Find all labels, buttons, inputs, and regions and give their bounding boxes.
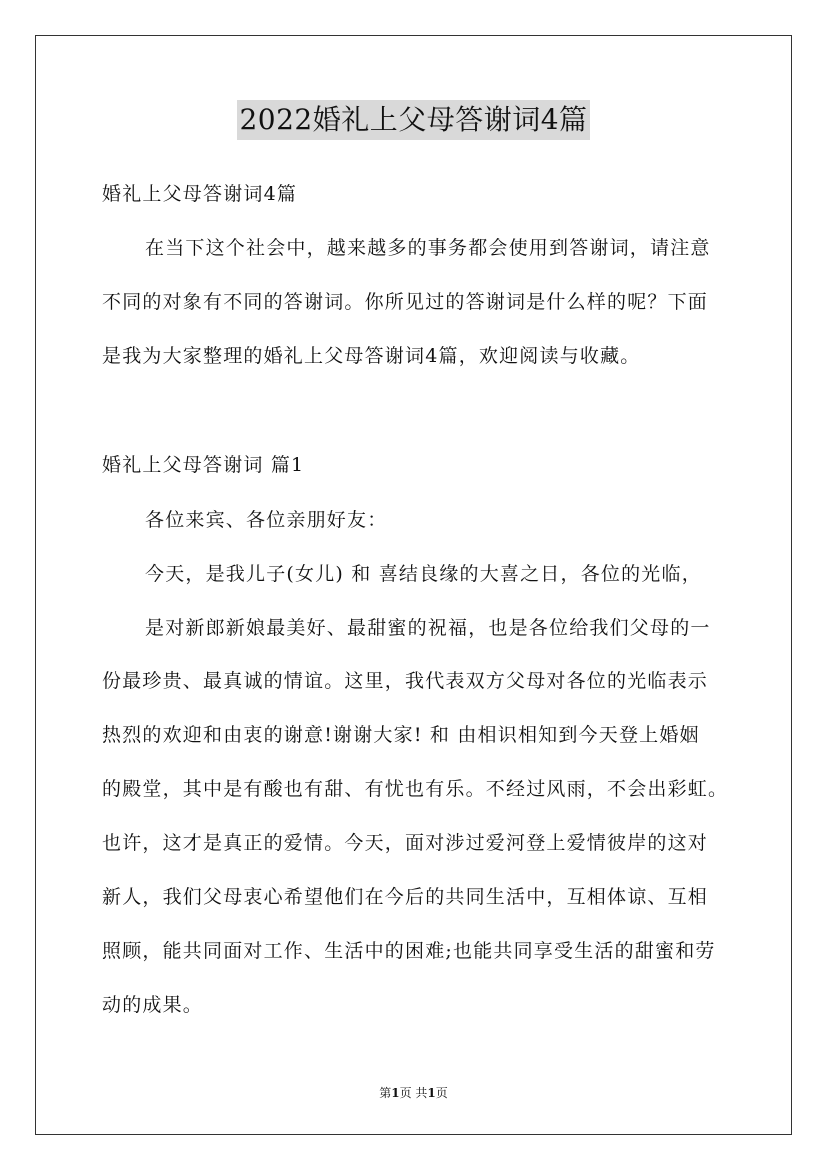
title-area xyxy=(0,100,827,140)
paragraph-line: 的殿堂，其中是有酸也有甜、有忧也有乐。不经过风雨，不会出彩虹。 xyxy=(102,778,729,800)
paragraph-line: 各位来宾、各位亲朋好友： xyxy=(145,509,388,531)
paragraph-line: 是对新郎新娘最美好、最甜蜜的祝福，也是各位给我们父母的一 xyxy=(145,617,711,639)
paragraph-line: 动的成果。 xyxy=(102,994,204,1016)
paragraph-line: 也许，这才是真正的爱情。今天，面对涉过爱河登上爱情彼岸的这对 xyxy=(102,832,709,854)
footer-prefix: 第 xyxy=(379,1086,392,1100)
paragraph-line: 热烈的欢迎和由衷的谢意!谢谢大家! 和 由相识相知到今天登上婚姻 xyxy=(102,724,700,746)
page-footer xyxy=(0,1085,827,1101)
footer-page-total: 1 xyxy=(427,1086,436,1100)
footer-page-number: 1 xyxy=(391,1086,400,1100)
intro-heading: 婚礼上父母答谢词4篇 xyxy=(102,183,298,205)
paragraph-line: 今天，是我儿子(女儿) 和 喜结良缘的大喜之日，各位的光临， xyxy=(145,563,702,585)
footer-suffix: 页 xyxy=(435,1086,448,1100)
section-heading: 婚礼上父母答谢词 篇1 xyxy=(102,454,305,476)
paragraph-line: 照顾，能共同面对工作、生活中的困难;也能共同享受生活的甜蜜和劳 xyxy=(102,940,716,962)
paragraph-line: 份最珍贵、最真诚的情谊。这里，我代表双方父母对各位的光临表示 xyxy=(102,670,709,692)
paragraph-line: 不同的对象有不同的答谢词。你所见过的答谢词是什么样的呢？下面 xyxy=(102,291,709,313)
footer-mid: 页 共 xyxy=(399,1086,428,1100)
paragraph-line: 在当下这个社会中，越来越多的事务都会使用到答谢词，请注意 xyxy=(145,237,711,259)
document-title: 2022婚礼上父母答谢词4篇 xyxy=(237,100,589,140)
paragraph-line: 新人，我们父母衷心希望他们在今后的共同生活中，互相体谅、互相 xyxy=(102,886,709,908)
paragraph-line: 是我为大家整理的婚礼上父母答谢词4篇，欢迎阅读与收藏。 xyxy=(102,345,641,367)
